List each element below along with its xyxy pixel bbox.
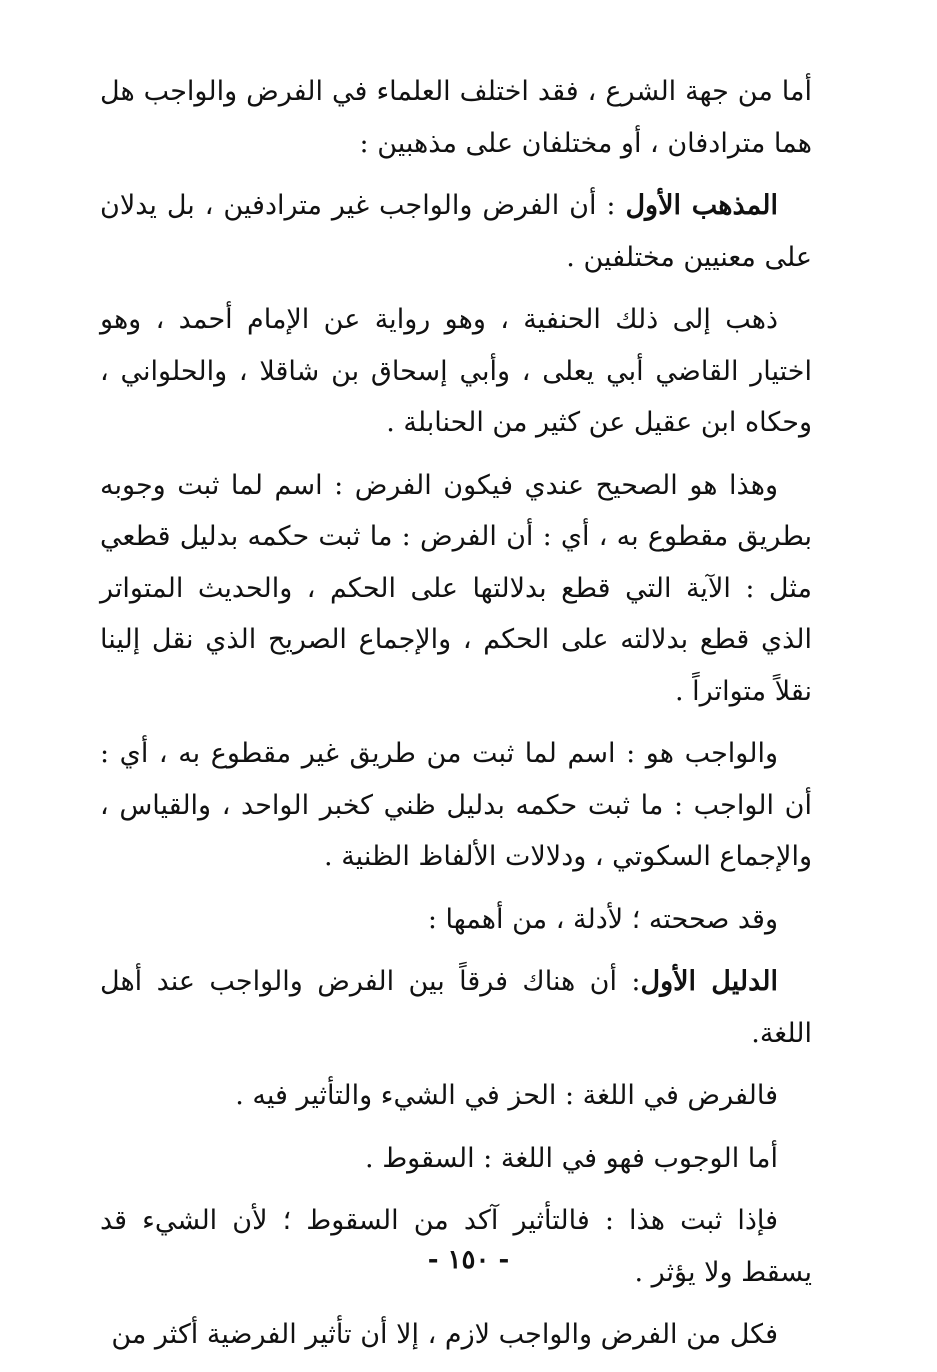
paragraph-6 [100,894,812,946]
page-number: - ١٥٠ - [427,1245,510,1275]
heading-first-evidence: الدليل الأول [640,966,778,997]
paragraph-5-text: والواجب هو : اسم لما ثبت من طريق غير مقطوع به ، أي : أن الواجب : ما ثبت حكمه بدليل ظني كخبر الواحد ، والقياس ، والإجماع السكوتي ، ودلالات الألفاظ الظنية . [100,738,812,872]
paragraph-4-text: وهذا هو الصحيح عندي فيكون الفرض : اسم لما ثبت وجوبه بطريق مقطوع به ، أي : أن الفرض : ما ثبت حكمه بدليل قطعي مثل : الآية التي قطع بدلالتها على الحكم ، والحديث المتواتر الذي قطع بدلالته على الحكم ، والإجماع الصريح الذي نقل إلينا نقلاً متواتراً . [100,469,812,707]
paragraph-6-text: وقد صححته ؛ لأدلة ، من أهمها : [427,903,778,935]
heading-first-doctrine: المذهب الأول [625,190,778,221]
paragraph-10-text: فإذا ثبت هذا : فالتأثير آكد من السقوط ؛ لأن الشيء قد يسقط ولا يؤثر . [100,1205,812,1288]
paragraph-9 [100,1133,812,1185]
paragraph-8-text: فالفرض في اللغة : الحز في الشيء والتأثير فيه . [235,1080,778,1111]
paragraph-9-text: أما الوجوب فهو في اللغة : السقوط . [365,1142,778,1174]
paragraph-7-text: : أن هناك فرقاً بين الفرض والواجب عند أهل اللغة. [100,966,812,1049]
paragraph-3 [100,294,812,449]
paragraph-11-text: فكل من الفرض والواجب لازم ، إلا أن تأثير الفرضية أكثر من [111,1319,778,1350]
paragraph-3-text: ذهب إلى ذلك الحنفية ، وهو رواية عن الإمام أحمد ، وهو اختيار القاضي أبي يعلى ، وأبي إسحاق بن شاقلا ، والحلواني ، وحكاه ابن عقيل عن كثير من الحنابلة . [100,304,812,438]
paragraph-11 [100,1309,812,1361]
paragraph-7 [100,956,812,1059]
paragraph-2 [100,180,812,283]
page-body [100,66,812,1372]
paragraph-2-text: : أن الفرض والواجب غير مترادفين ، بل يدلان على معنيين مختلفين . [100,190,812,273]
paragraph-8 [100,1070,812,1122]
paragraph-5 [100,728,812,883]
paragraph-4 [100,460,812,718]
paragraph-1-text: أما من جهة الشرع ، فقد اختلف العلماء في الفرض والواجب هل هما مترادفان ، أو مختلفان على مذهبين : [100,76,812,159]
paragraph-1 [100,66,812,169]
